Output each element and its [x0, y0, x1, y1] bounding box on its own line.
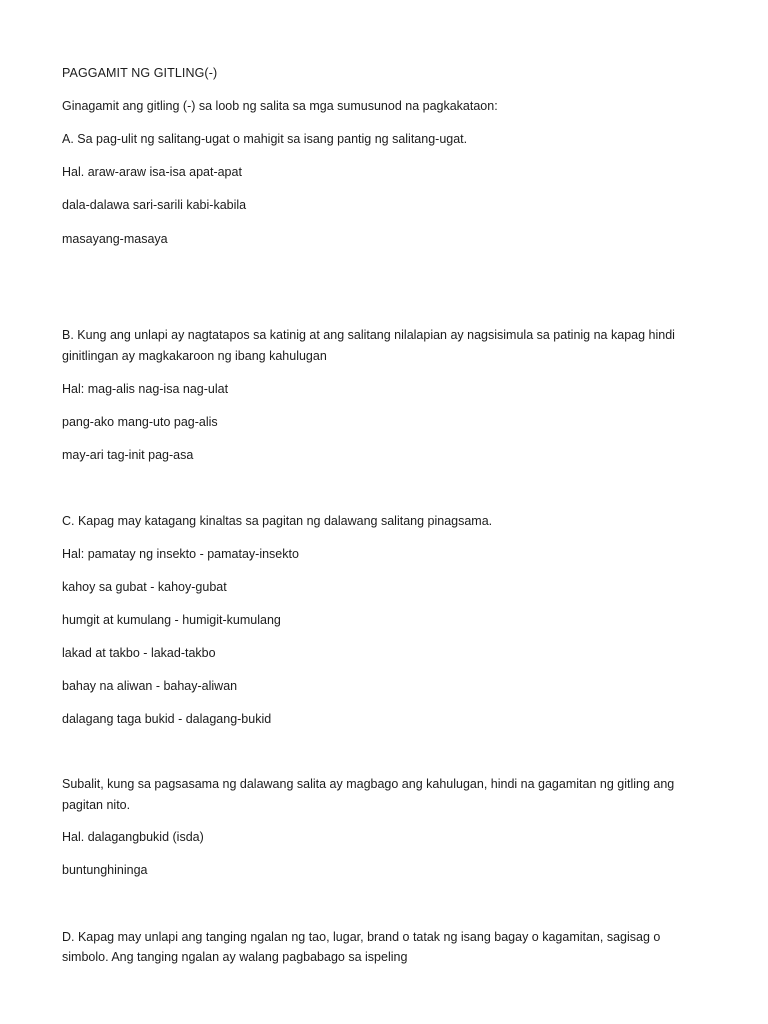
section-a-example: masayang-masaya [62, 232, 168, 246]
exception-example: Hal. dalagangbukid (isda) [62, 830, 204, 844]
document-title: PAGGAMIT NG GITLING(-) [62, 66, 218, 80]
intro-paragraph: Ginagamit ang gitling (-) sa loob ng salita sa mga sumusunod na pagkakataon: [62, 99, 498, 113]
section-c-example: bahay na aliwan - bahay-aliwan [62, 679, 238, 693]
section-c-example: humgit at kumulang - humigit-kumulang [62, 613, 281, 627]
section-c-example: Hal: pamatay ng insekto - pamatay-insekto [62, 547, 299, 561]
section-b-heading-line2: ginitlingan ay magkakaroon ng ibang kahulugan [62, 349, 327, 363]
section-a-example: Hal. araw-araw isa-isa apat-apat [62, 165, 242, 179]
exception-example: buntunghininga [62, 863, 148, 877]
exception-paragraph-line2: pagitan nito. [62, 798, 131, 812]
section-c-heading: C. Kapag may katagang kinaltas sa pagitan ng dalawang salitang pinagsama. [62, 514, 493, 528]
exception-paragraph-line1: Subalit, kung sa pagsasama ng dalawang salita ay magbago ang kahulugan, hindi na gagamitan ng gitling ang [62, 777, 675, 791]
section-b-heading-line1: B. Kung ang unlapi ay nagtatapos sa katinig at ang salitang nilalapian ay nagsisimula sa patinig na kapag hindi [62, 328, 675, 342]
section-a-example: dala-dalawa sari-sarili kabi-kabila [62, 198, 247, 212]
section-b-example: pang-ako mang-uto pag-alis [62, 415, 218, 429]
section-a-heading: A. Sa pag-ulit ng salitang-ugat o mahigit sa isang pantig ng salitang-ugat. [62, 132, 468, 146]
section-b-example: Hal: mag-alis nag-isa nag-ulat [62, 382, 229, 396]
section-b-example: may-ari tag-init pag-asa [62, 448, 194, 462]
section-d-heading-line2: simbolo. Ang tanging ngalan ay walang pagbabago sa ispeling [62, 950, 408, 964]
section-c-example: dalagang taga bukid - dalagang-bukid [62, 712, 272, 726]
section-c-example: lakad at takbo - lakad-takbo [62, 646, 216, 660]
section-d-heading-line1: D. Kapag may unlapi ang tanging ngalan ng tao, lugar, brand o tatak ng isang bagay o kagamitan, sagisag o [62, 930, 661, 944]
section-c-example: kahoy sa gubat - kahoy-gubat [62, 580, 227, 594]
